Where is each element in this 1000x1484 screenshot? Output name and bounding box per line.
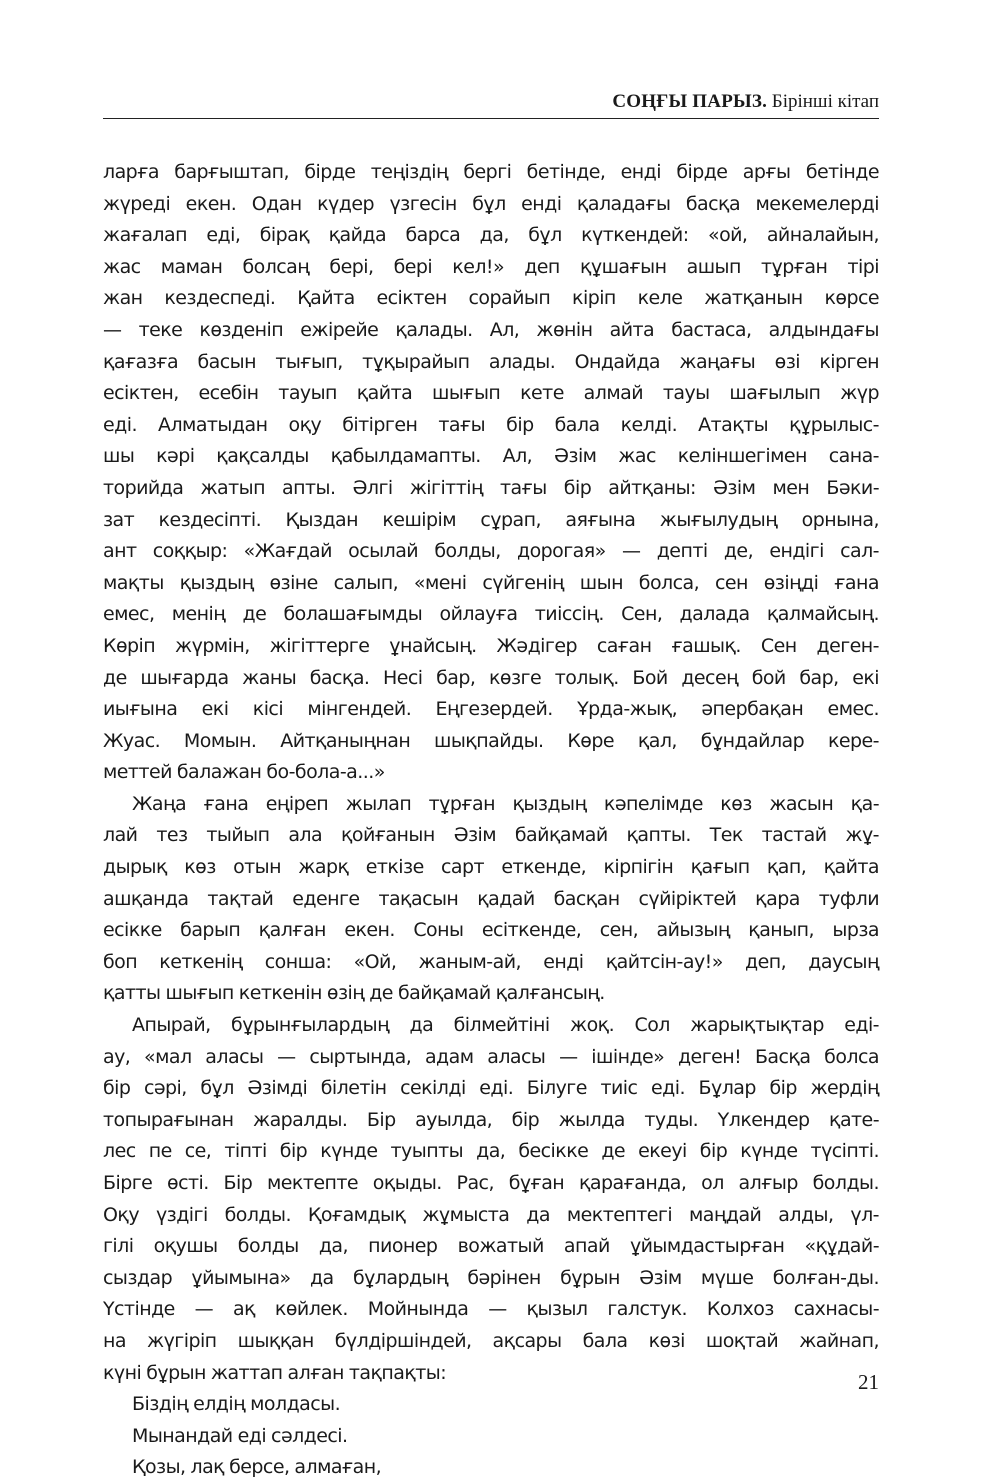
text-line: зат кездесіпті. Қыздан кешірім сұрап, аяғына жығылудың орнына,	[103, 508, 879, 531]
text-line: бір сәрі, бұл Әзімді білетін секілді еді. Білуге тиіс еді. Бұлар бір жердің	[103, 1077, 879, 1100]
page-number: 21	[858, 1370, 879, 1394]
text-line: боп кеткенің сонша: «Ой, жаным-ай, енді қайтсін-ау!» деп, даусың	[103, 950, 879, 973]
text-line: шы кәрі қақсалды қабылдамапты. Ал, Әзім жас келіншегімен сана-	[103, 445, 879, 468]
text-line: Оқу үздігі болды. Қоғамдық жұмыста да мектептегі маңдай алды, үл-	[103, 1203, 879, 1226]
text-line: ант соққыр: «Жағдай осылай болды, дорогая» — депті де, ендігі сал-	[103, 540, 879, 563]
text-line: емес, менің де болашағымды ойлауға тиіссің. Сен, далада қалмайсың.	[103, 603, 879, 626]
text-line: дырық көз отын жарқ еткізе сарт еткенде, кірпігін қағып қап, қайта	[103, 856, 879, 879]
text-line: жүреді екен. Одан күдер үзгесін бұл енді қаладағы басқа мекемелерді	[103, 192, 879, 215]
book-subtitle: Бірінші кітап	[767, 91, 879, 112]
text-line: топырағынан жаралды. Бір ауылда, бір жылда туды. Үлкендер қате-	[103, 1108, 879, 1131]
text-line: еді. Алматыдан оқу бітірген тағы бір бала келді. Атақты құрылыс-	[103, 413, 879, 436]
text-line: Мынандай еді сәлдесі.	[132, 1424, 348, 1447]
text-line: де шығарда жаны басқа. Несі бар, көзге толық. Бой десең бой бар, екі	[103, 666, 879, 689]
text-line: Біздің елдің молдасы.	[132, 1393, 341, 1416]
text-line: лай тез тыйып ала қойғанын Әзім байқамай қапты. Тек тастай жұ-	[103, 824, 879, 847]
header-rule	[103, 118, 879, 119]
running-header	[103, 88, 879, 116]
text-line: қатты шығып кеткенін өзің де байқамай қалғансың.	[103, 982, 605, 1005]
text-line: мақты қыздың өзіне салып, «мені сүйгенің шын болса, сен өзіңді ғана	[103, 571, 879, 594]
text-line: сыздар ұйымына» да бұлардың бәрінен бұрын Әзім мүше болған-ды.	[103, 1266, 879, 1289]
text-line: меттей балажан бо-бола-а...»	[103, 761, 385, 784]
text-line: жағалап еді, бірақ қайда барса да, бұл күткендей: «ой, айналайын,	[103, 224, 879, 247]
text-line: жас маман болсаң бері, бері кел!» деп құшағын ашып тұрған тірі	[103, 255, 879, 278]
text-line: есікке барып қалған екен. Соны есіткенде, сен, айызың қанып, ырза	[103, 919, 879, 942]
text-line: есіктен, есебін тауып қайта шығып кете алмай тауы шағылып жүр	[103, 382, 879, 405]
text-line: Бірге өсті. Бір мектепте оқыды. Рас, бұған қарағанда, ол алғыр болды.	[103, 1172, 879, 1194]
text-line: ау, «мал аласы — сыртында, адам аласы — ішінде» деген! Басқа болса	[103, 1045, 879, 1068]
text-line: ларға барғыштап, бірде теңіздің бергі бетінде, енді бірде арғы бетінде	[103, 161, 879, 183]
body-text	[103, 157, 879, 1484]
text-line: иығына екі кісі мінгендей. Еңгезердей. Ұрда-жық, әпербақан емес.	[103, 698, 879, 721]
text-line: торийда жатып апты. Әлгі жігіттің тағы бір айтқаны: Әзім мен Бәки-	[103, 476, 879, 499]
text-line: Көріп жүрмін, жігіттерге ұнайсың. Жәдігер саған ғашық. Сен деген-	[103, 634, 879, 657]
text-line: — теке көзденіп ежірейе қалады. Ал, жөнін айта бастаса, алдындағы	[103, 318, 879, 341]
text-line: лес пе се, тіпті бір күнде туыпты да, бесікке де екеуі бір күнде түсіпті.	[103, 1140, 879, 1163]
text-line: жан кездеспеді. Қайта есіктен сорайып кіріп келе жатқанын көрсе	[103, 287, 879, 310]
text-line: қағазға басын тығып, тұқырайып алады. Ондайда жаңағы өзі кірген	[103, 350, 879, 373]
text-line: гілі оқушы болды да, пионер вожатый апай ұйымдастырған «құдай-	[103, 1235, 879, 1258]
text-line: Қозы, лақ берсе, алмаған,	[132, 1456, 382, 1479]
text-line: ашқанда тақтай еденге тақасын қадай басқан сүйіріктей қара туфли	[103, 887, 879, 910]
text-line: Жуас. Момын. Айтқаныңнан шықпайды. Көре қал, бұндайлар кере-	[103, 729, 879, 752]
text-line: Апырай, бұрынғылардың да білмейтіні жоқ. Сол жарықтықтар еді-	[132, 1014, 879, 1037]
text-line: на жүгіріп шыққан бүлдіршіндей, ақсары бала көзі шоқтай жайнап,	[103, 1329, 879, 1352]
text-line: Жаңа ғана еңіреп жылап тұрған қыздың кәпелімде көз жасын қа-	[132, 792, 879, 815]
book-title: СОҢҒЫ ПАРЫЗ.	[612, 91, 768, 112]
text-line: күні бұрын жаттап алған тақпақты:	[103, 1361, 447, 1384]
text-line: Үстінде — ақ көйлек. Мойнында — қызыл галстук. Колхоз сахнасы-	[103, 1298, 879, 1321]
